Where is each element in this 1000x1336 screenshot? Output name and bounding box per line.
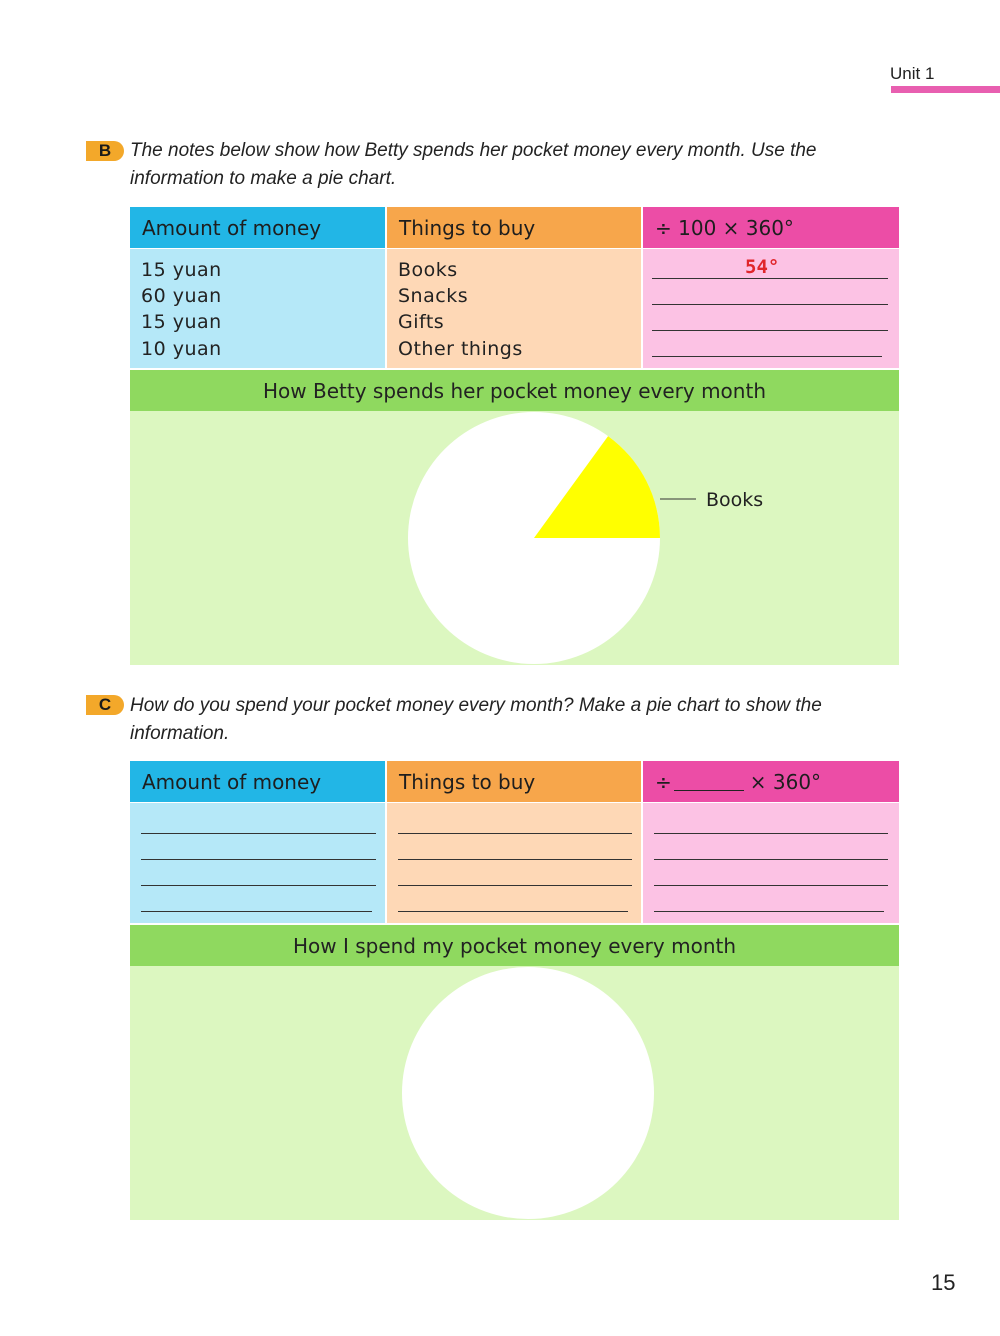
c-calc-line-3[interactable] — [654, 885, 888, 886]
pie-label-books: Books — [706, 489, 764, 511]
c-thing-line-1[interactable] — [398, 833, 632, 834]
c-calc-column — [643, 803, 899, 923]
amount-row-4: 10 yuan — [141, 338, 222, 360]
c-thing-line-3[interactable] — [398, 885, 632, 886]
section-b-badge: B — [86, 141, 124, 161]
c-amount-line-4[interactable] — [141, 911, 372, 912]
section-c-chart-area — [130, 966, 899, 1220]
section-b-instruction: The notes below show how Betty spends her pocket money every month. Use the information to make a pie chart. — [130, 140, 817, 189]
c-thing-line-2[interactable] — [398, 859, 632, 860]
answer-line-3[interactable] — [652, 330, 888, 331]
header-amount: Amount of money — [130, 207, 385, 248]
c-header-things: Things to buy — [387, 761, 641, 802]
c-thing-line-4[interactable] — [398, 911, 628, 912]
c-amount-line-2[interactable] — [141, 859, 376, 860]
answer-row-1: 54° — [745, 256, 780, 278]
blank-pie-circle[interactable] — [402, 967, 654, 1219]
unit-bar — [891, 86, 1000, 93]
section-b-chart-area — [130, 411, 899, 665]
thing-row-1: Books — [398, 259, 458, 281]
c-header-amount: Amount of money — [130, 761, 385, 802]
unit-label: Unit 1 — [890, 64, 935, 83]
header-things: Things to buy — [387, 207, 641, 248]
page-number: 15 — [931, 1270, 956, 1295]
c-calc-line-2[interactable] — [654, 859, 888, 860]
thing-row-2: Snacks — [398, 285, 469, 307]
c-header-calc: ÷ × 360° — [643, 761, 899, 802]
pie-chart — [130, 411, 899, 665]
c-amount-line-3[interactable] — [141, 885, 376, 886]
section-c-badge: C — [86, 695, 124, 715]
answer-line-2[interactable] — [652, 304, 888, 305]
answer-line-1[interactable] — [652, 278, 888, 279]
c-calc-line-4[interactable] — [654, 911, 884, 912]
c-things-column — [387, 803, 641, 923]
answer-line-4[interactable] — [652, 356, 882, 357]
section-b-chart-title: How Betty spends her pocket money every month — [130, 370, 899, 411]
thing-row-4: Other things — [398, 338, 523, 360]
c-divisor-blank[interactable] — [674, 772, 744, 791]
c-amount-line-1[interactable] — [141, 833, 376, 834]
blank-pie — [130, 966, 899, 1220]
thing-row-3: Gifts — [398, 311, 445, 333]
c-amount-column — [130, 803, 385, 923]
amount-row-1: 15 yuan — [141, 259, 222, 281]
section-c-chart-title: How I spend my pocket money every month — [130, 925, 899, 966]
c-calc-line-1[interactable] — [654, 833, 888, 834]
amount-row-2: 60 yuan — [141, 285, 222, 307]
section-c-instruction: How do you spend your pocket money every month? Make a pie chart to show the information. — [130, 695, 822, 744]
header-calc: ÷ 100 × 360° — [643, 207, 899, 248]
amount-row-3: 15 yuan — [141, 311, 222, 333]
